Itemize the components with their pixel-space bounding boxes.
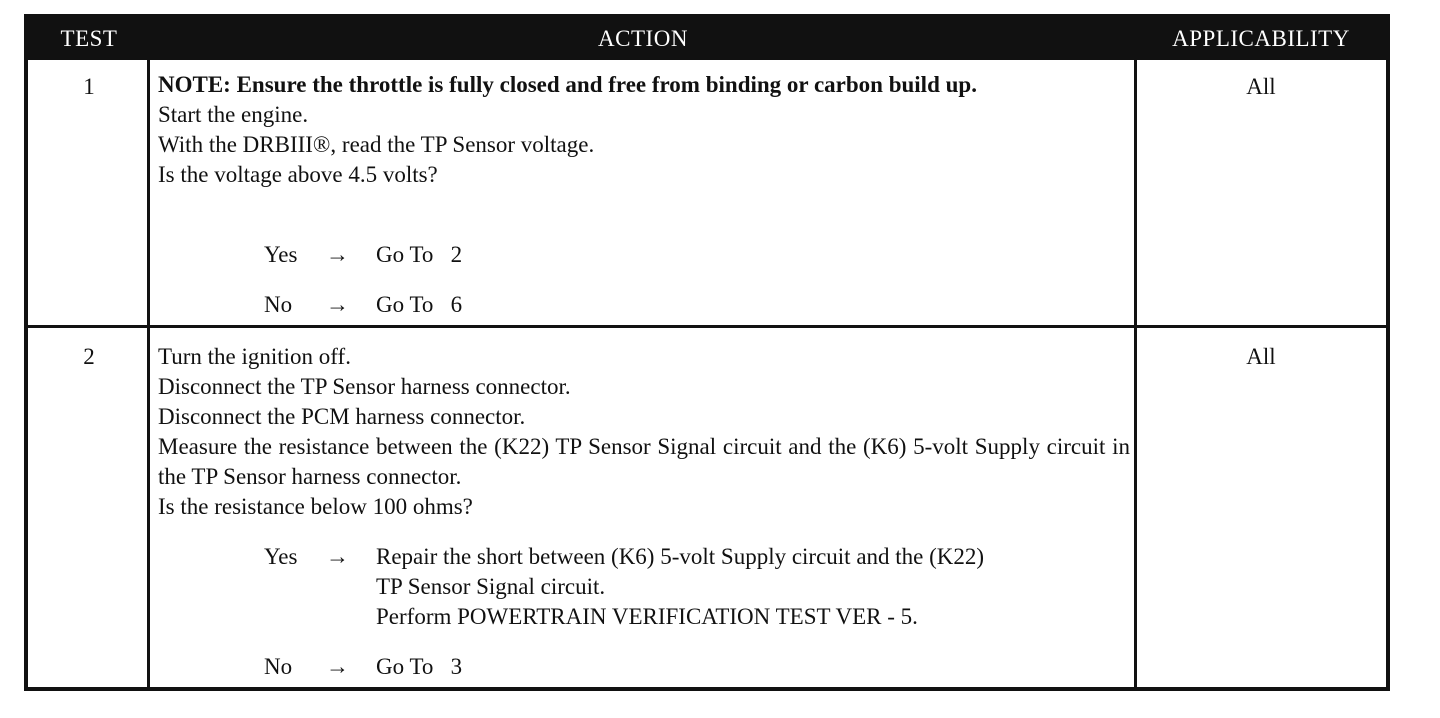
- note-text: NOTE: Ensure the throttle is fully closed and free from binding or carbon build up.: [158, 72, 977, 97]
- step-text: Measure the resistance between the (K22) TP Sensor Signal circuit and the (K6) 5-volt Supply circuit in the TP Sensor harness connector.: [158, 434, 1130, 489]
- arrow-icon: →: [326, 292, 349, 317]
- no-label: No: [264, 654, 293, 679]
- test-action: [158, 70, 1130, 190]
- test-number: 2: [83, 344, 95, 369]
- applicability-value: All: [1246, 344, 1276, 369]
- step-text: Disconnect the PCM harness connector.: [158, 404, 526, 429]
- yes-label: Yes: [264, 242, 298, 267]
- arrow-icon: →: [326, 242, 349, 267]
- row-divider: [28, 325, 1386, 328]
- result-line: TP Sensor Signal circuit.: [376, 574, 606, 599]
- step-text: Turn the ignition off.: [158, 344, 351, 369]
- step-text: Is the resistance below 100 ohms?: [158, 494, 473, 519]
- header-action: ACTION: [598, 26, 688, 51]
- result-line: Perform POWERTRAIN VERIFICATION TEST VER - 5.: [376, 604, 918, 629]
- step-text: Disconnect the TP Sensor harness connector.: [158, 374, 571, 399]
- column-divider: [147, 60, 150, 691]
- arrow-icon: →: [326, 544, 349, 569]
- yes-result: [376, 542, 1136, 632]
- header-applicability: APPLICABILITY: [1172, 26, 1350, 51]
- arrow-icon: →: [326, 654, 349, 679]
- applicability-value: All: [1246, 74, 1276, 99]
- no-result: Go To 3: [376, 654, 463, 679]
- diagnostic-table: [24, 14, 1390, 691]
- result-line: Repair the short between (K6) 5-volt Supply circuit and the (K22): [376, 544, 985, 569]
- step-text: With the DRBIII®, read the TP Sensor voltage.: [158, 132, 595, 157]
- step-text: Is the voltage above 4.5 volts?: [158, 162, 438, 187]
- test-action: [158, 342, 1130, 522]
- test-number: 1: [83, 74, 95, 99]
- yes-result: Go To 2: [376, 242, 463, 267]
- table-header: [28, 18, 1386, 60]
- header-test: TEST: [60, 26, 118, 51]
- yes-label: Yes: [264, 544, 298, 569]
- no-result: Go To 6: [376, 292, 463, 317]
- no-label: No: [264, 292, 293, 317]
- step-text: Start the engine.: [158, 102, 309, 127]
